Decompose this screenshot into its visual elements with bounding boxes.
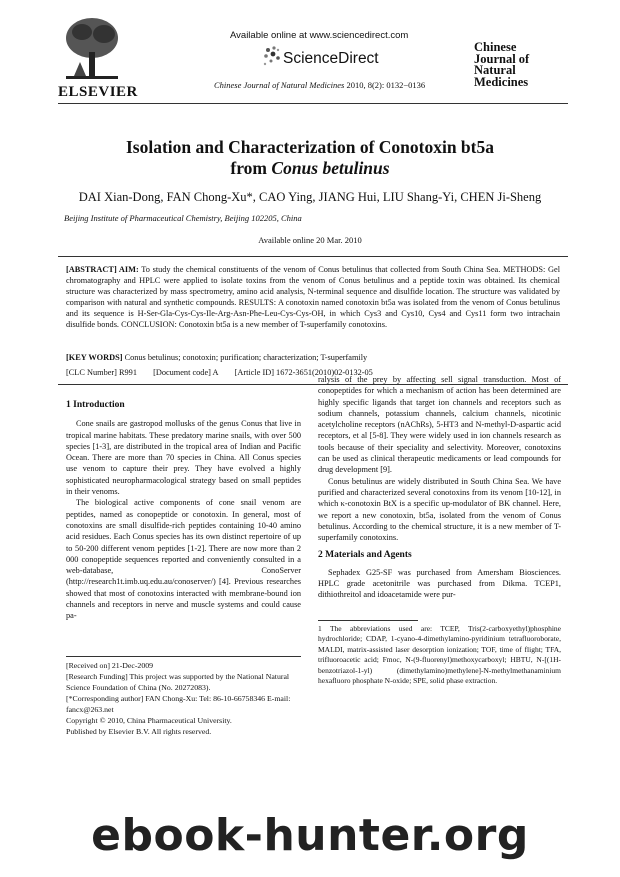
- journal-name-block: [474, 42, 529, 88]
- funding-note: [Research Funding] This project was supported by the National Natural Science Foundation of China (No. 20272083).: [66, 672, 290, 692]
- journal-name-line: Natural: [474, 63, 516, 77]
- journal-citation: [214, 80, 425, 90]
- journal-citation-volume: 2010, 8(2): 0132−0136: [344, 80, 426, 90]
- publisher-note: Published by Elsevier B.V. All rights reserved.: [66, 727, 212, 736]
- affiliation: Beijing Institute of Pharmaceutical Chemistry, Beijing 102205, China: [64, 213, 302, 223]
- left-column: [66, 400, 301, 622]
- abstract: [66, 264, 560, 331]
- watermark: ebook-hunter.org: [91, 810, 529, 861]
- journal-name-line: Journal of: [474, 51, 530, 66]
- copyright: Copyright © 2010, China Pharmaceutical University.: [66, 716, 232, 725]
- section-2-heading: 2 Materials and Agents: [318, 550, 412, 561]
- journal-citation-name: Chinese Journal of Natural Medicines: [214, 80, 345, 90]
- journal-name-line: Medicines: [474, 74, 529, 89]
- abstract-label: [ABSTRACT] AIM:: [66, 265, 139, 274]
- section-1-heading: 1 Introduction: [66, 400, 125, 410]
- title-species: Conus betulinus: [271, 158, 390, 178]
- header-divider: [58, 103, 568, 104]
- journal-name-line: Chinese: [474, 40, 517, 54]
- footnote-divider: [66, 656, 301, 657]
- paragraph: Cone snails are gastropod mollusks of the genus Conus that live in tropical marine habitats. These predatory marine snails, with over 500 species [1-3], are distributed in the tropical area of Indian and Pacific Ocean. There are more than 70 species in China. All Conus species use venom to capture their prey. They have evolved a highly sophisticated neuropharmacological strategy based on small peptides in their venoms.: [66, 419, 301, 497]
- document-code: [Document code] A: [153, 368, 219, 377]
- abstract-text: To study the chemical constituents of the venom of Conus betulinus that collected from South China Sea. METHODS: Gel chromatography and HPLC were applied to isolate toxins from the venom of Conus betulinus and a peptide toxin was obtained. Its chemical structure was characterized by mass spectrometry, amino acid analysis, N-terminal sequence and disulfide location. The structure was validated by comparison with natural and synthetic compounds. RESULTS: A conotoxin named conotoxin bt5a was isolated from the venom of Conus betulinus and its sequence is H-Ser-Gla-Cys-Cys-Ile-Arg-Asn-Phe-Leu-Cys-Cys-OH, in which Cys3 and Cys10, Cys4 and Cys11 form two intrachain disulfide bonds. CONCLUSION: Conotoxin bt5a is a new member of T-superfamily conotoxins.: [66, 265, 560, 330]
- sciencedirect-wordmark: ScienceDirect: [283, 50, 379, 67]
- abbreviations-footnote: 1 The abbreviations used are: TCEP, Tris(2-carboxyethyl)phosphine hydrochloride; CDAP, 1-cyano-4-dimethylamino-pyridinium tetrafluoroborate, MALDI, matrix-assisted laser desorption ionization; TOF, time of flight; TFA, trifluoroacetic acid; Fmoc, N-(9-fluorenyl)methoxycarboxyl; HBTU, N-[(1H-benzotriazol-1-yl) (dimethylamino)methylene]-N-methylmethanaminium hexafluoro phosphate N-oxide; SPE, solid phase extraction.: [318, 624, 561, 686]
- received-date: [Received on] 21-Dec-2009: [66, 661, 154, 670]
- footnote-divider-right: [318, 620, 418, 621]
- available-online-link[interactable]: Available online at www.sciencedirect.com: [230, 30, 409, 41]
- abstract-top-divider: [58, 256, 568, 257]
- paragraph: ralysis of the prey by affecting sell signal transduction. Most of conopeptides for which a mechanism of action has been determined are highly specific ligands that target ion channels and receptors such as sodium channels, potassium channels, calcium channels, nicotinic acetylcholine receptors (nAChRs), 5-HT3 and N-methyl-D-aspartic acid receptors, et al [5-8]. They were widely used in ion channels research as tools because of their speciality and selectivity. Moreover, conotoxins can be used as clinical therapeutic medicaments or lead compounds for drug development [9].: [318, 375, 561, 475]
- title-prefix: from: [230, 158, 272, 178]
- title-line-1: Isolation and Characterization of Conotoxin bt5a: [126, 137, 494, 157]
- article-id: [Article ID] 1672-3651(2010)02-0132-05: [234, 368, 373, 377]
- paragraph: Sephadex G25-SF was purchased from Amersham Biosciences. HPLC grade acetonitrile was purchased from Dikma. TCEP1, dithiothreitol and idoacetamide were pur-: [318, 567, 561, 600]
- online-date: Available online 20 Mar. 2010: [258, 235, 362, 245]
- keywords-label: [KEY WORDS]: [66, 353, 123, 362]
- title-line-2: [0, 158, 620, 179]
- paragraph: The biological active components of cone snail venom are peptides, named as conopeptide or conotoxin. In general, most of conotoxins are small disulfide-rich peptides containing 10-40 amino acid residues. Each Conus species has its own distinct repertoire of up to 50-200 different venom peptides [1-2]. There are now more than 2 000 conopeptide sequences reported and conveniently consulted in a web-database, ConoServer (http://research1t.imb.uq.edu.au/conoserver/) [4]. Previous researches showed that most of conotoxins interacted with membrane-bound ion channels and receptors in nerve and muscle systems and could cause pa-: [66, 498, 301, 621]
- corresponding-author: [*Corresponding author] FAN Chong-Xu: Tel: 86-10-66758346 E-mail: fancx@263.net: [66, 694, 291, 714]
- article-notes: [66, 660, 301, 737]
- publisher-name: ELSEVIER: [58, 84, 138, 100]
- author-list: DAI Xian-Dong, FAN Chong-Xu*, CAO Ying, JIANG Hui, LIU Shang-Yi, CHEN Ji-Sheng: [78, 190, 542, 204]
- keywords: [66, 353, 560, 362]
- article-title: [0, 137, 620, 179]
- paragraph: Conus betulinus are widely distributed in South China Sea. We have purified and characterized several conotoxins from its venom [10-12], in which κ-conotoxin BtX is a specific up-modulator of BK channel. Here, we report a new conotoxin, bt5a, isolated from the venom of Conus betulinus. According to the chemical structure, it is a new member of T-superfamily conotoxins.: [318, 476, 561, 543]
- elsevier-tree-logo: [62, 14, 122, 84]
- right-column: [318, 374, 561, 601]
- keywords-text: Conus betulinus; conotoxin; purification; characterization; T-superfamily: [124, 353, 368, 362]
- clc-number: [CLC Number] R991: [66, 368, 137, 377]
